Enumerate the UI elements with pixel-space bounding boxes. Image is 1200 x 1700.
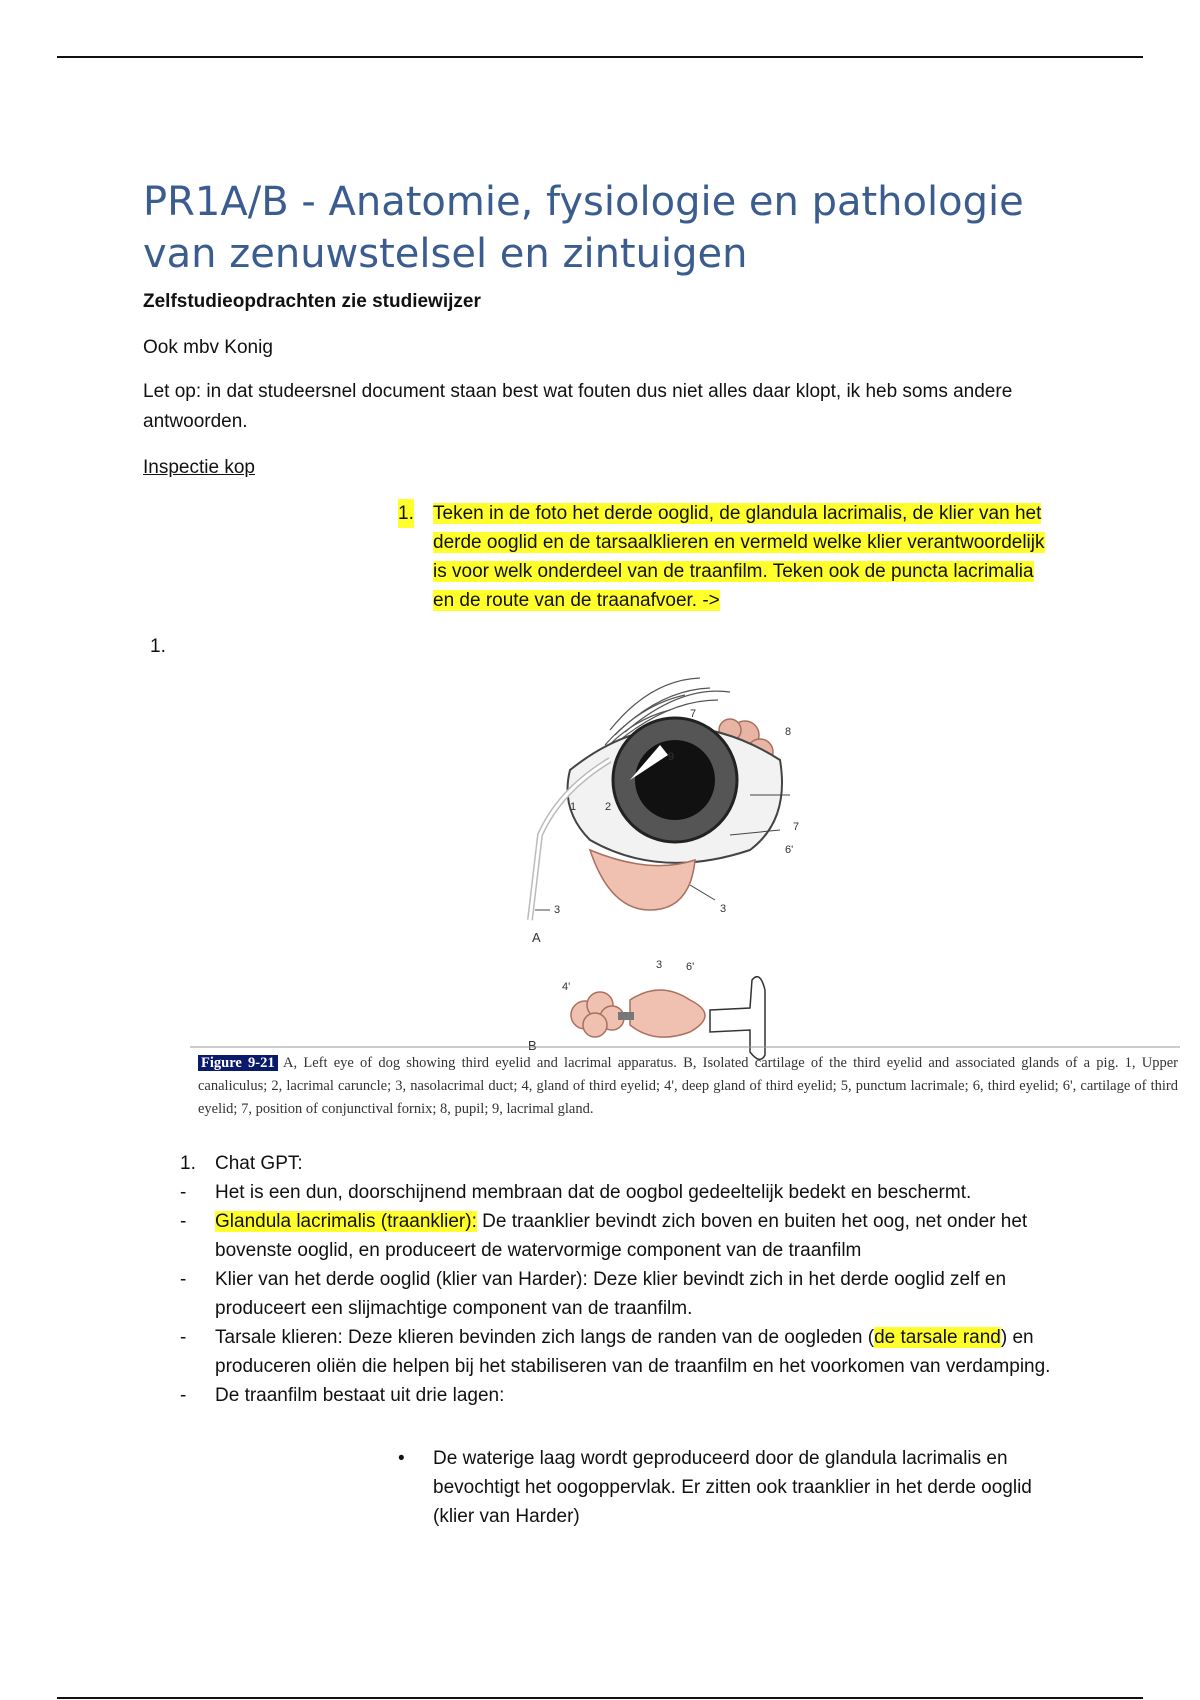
fig-number-b6p: 6' [686,961,695,973]
fig-number-8: 9 [668,751,675,763]
fig-number-4: 3 [720,903,727,915]
list-item: - Het is een dun, doorschijnend membraan dat de oogbol gedeeltelijk bedekt en beschermt. [180,1182,972,1203]
fig-number-7a: 7 [690,708,697,720]
highlight-tarsale-rand: de tarsale rand [874,1327,1001,1348]
caption-label: Figure 9-21 [198,1055,278,1071]
fig-number-7b: 7 [793,821,800,833]
fig-number-3: 3 [554,904,561,916]
fig-number-9: 8 [785,726,792,738]
page-title: PR1A/B - Anatomie, fysiologie en pathologie van zenuwstelsel en zintuigen [143,179,1024,277]
list-item: - Glandula lacrimalis (traanklier): De traanklier bevindt zich boven en buiten het oog, net onder het bovenste ooglid, en produceert de watervormige component van de traanfilm [180,1211,1028,1261]
question-text: Teken in de foto het derde ooglid, de glandula lacrimalis, de klier van het derde ooglid en de tarsaalklieren en vermeld welke klier verantwoordelijk is voor welk onderdeel van de traanfilm. Teken ook de puncta lacrimalia en de route van de traanafvoer. -> [433,503,1045,611]
fig-number-1: 1 [570,801,577,813]
line-konig: Ook mbv Konig [143,337,273,358]
list-number: 1. [150,636,166,657]
bottom-rule [57,1697,1143,1699]
fig-label-a: A [532,930,541,945]
answer-list [180,1149,1080,1410]
list-item: - Tarsale klieren: Deze klieren bevinden zich langs de randen van de oogleden (de tarsale rand) en produceren oliën die helpen bij het stabiliseren van de traanfilm en het voorkomen van verdamping. [180,1327,1051,1377]
fig-number-b4p: 4' [562,981,571,993]
figure-caption [198,1052,1178,1121]
list-item: - De traanfilm bestaat uit drie lagen: [180,1385,505,1406]
question-1 [398,499,1058,615]
highlight-glandula: Glandula lacrimalis (traanklier): [215,1211,477,1232]
caption-text: A, Left eye of dog showing third eyelid and lacrimal apparatus. B, Isolated cartilage of the third eyelid and associated glands of a pig. 1, Upper canaliculus; 2, lacrimal caruncle; 3, nasolacrimal duct; 4, gland of third eyelid; 4', deep gland of third eyelid; 5, punctum lacrimale; 6, third eyelid; 6', cartilage of third eyelid; 7, position of conjunctival fornix; 8, pupil; 9, lacrimal gland. [198,1055,1178,1117]
fig-label-b: B [528,1038,537,1053]
fig-number-2: 2 [605,801,612,813]
list-item-intro: 1. Chat GPT: [180,1153,303,1174]
list-item: - Klier van het derde ooglid (klier van Harder): Deze klier bevindt zich in het derde ooglid zelf en produceert een slijmachtige component van de traanfilm. [180,1269,1007,1319]
top-rule [57,56,1143,58]
question-number: 1. [398,499,414,528]
bullet-item: • De waterige laag wordt geproduceerd door de glandula lacrimalis en bevochtigt het oogoppervlak. Er zitten ook traanklier in het derde ooglid (klier van Harder) [398,1448,1032,1527]
section-heading: Inspectie kop [143,457,255,478]
pupil-shape [635,740,715,820]
fig-number-b4: 3 [656,959,663,971]
eye-anatomy-figure [190,660,1190,1120]
fig-number-6p: 6' [785,844,794,856]
figure-part-b [528,959,765,1059]
subtitle: Zelfstudieopdrachten zie studiewijzer [143,291,481,312]
note-paragraph: Let op: in dat studeersnel document staan best wat fouten dus niet alles daar klopt, ik heb soms andere antwoorden. [143,381,1013,432]
